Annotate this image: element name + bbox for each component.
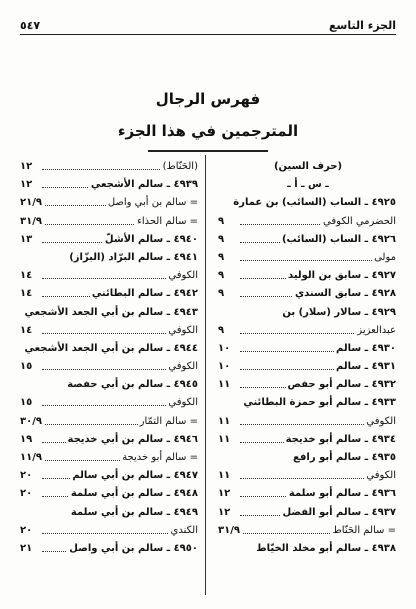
entry-page-number: ١٥ <box>20 394 34 412</box>
index-entry <box>20 485 198 503</box>
entry-name: ٤٩٣٧ ـ سالم أبو الفضل <box>282 506 396 518</box>
entry-name: عبدالعزيز <box>357 324 396 336</box>
entry-name: ٤٩٣٣ ـ سالم أبو حمزة البطائني <box>243 397 396 409</box>
entry-name: ٤٩٣٩ ـ سالم الأشجعي <box>90 179 198 191</box>
entry-page-number: ١٢ <box>20 176 34 194</box>
index-entry <box>20 413 198 431</box>
index-entry <box>20 540 198 558</box>
entry-name: (حرف السين) <box>273 161 343 172</box>
index-entry <box>218 504 396 522</box>
entry-page-number: ٩ <box>218 249 226 267</box>
index-entry <box>20 358 198 376</box>
index-title: فهرس الرجال <box>155 90 261 108</box>
index-entry <box>218 358 396 376</box>
entry-name: الكندي <box>170 524 198 536</box>
index-entry <box>218 376 396 394</box>
index-entry <box>20 340 198 358</box>
index-entry <box>20 249 198 267</box>
index-entry <box>20 467 198 485</box>
entry-name: ٤٩٤٠ ـ سالم الأشلّ <box>104 233 198 245</box>
index-entry <box>218 413 396 431</box>
entry-page-number: ٢١ <box>20 540 34 558</box>
index-entry <box>20 267 198 285</box>
entry-page-number: ٩ <box>218 285 226 303</box>
index-entry <box>218 322 396 340</box>
entry-name: ٤٩٣٢ ـ سالم أبو حفص <box>287 379 396 391</box>
left-column <box>20 158 198 558</box>
index-entry <box>20 376 198 394</box>
entry-name: الكوفي <box>366 415 396 427</box>
index-entry <box>20 304 198 322</box>
entry-name: الكوفي <box>168 270 198 282</box>
index-entry <box>20 285 198 303</box>
entry-name: ٤٩٢٨ ـ سابق السندي <box>294 288 396 300</box>
index-entry <box>218 231 396 249</box>
entry-name: ـ س ـ أ ـ <box>287 179 329 191</box>
entry-page-number: ١٤ <box>20 285 34 303</box>
running-title: الجزء التاسع <box>329 19 396 32</box>
entry-name: ٤٩٣٥ ـ سالم أبو رافع <box>293 452 396 463</box>
entry-page-number: ٩ <box>218 322 226 340</box>
running-header <box>20 10 396 35</box>
index-entry <box>218 158 396 176</box>
entry-page-number: ١٤ <box>20 267 34 285</box>
entry-name: ٤٩٤٦ ـ سالم بن أبي خديجة <box>67 433 198 445</box>
entry-name: ٤٩٣٤ ـ سالم أبو خديجة <box>285 433 396 445</box>
entry-name: ٤٩٤٩ ـ سالم بن أبي سلمة <box>70 506 198 518</box>
entry-name: ٤٩٤١ ـ سالم البرّاد (البزّاز) <box>69 251 198 263</box>
index-subtitle: المترجمين في هذا الجزء <box>117 122 299 140</box>
entry-page-number: ١١ <box>218 376 232 394</box>
index-entry <box>20 522 198 540</box>
entry-page-number: ١١ <box>218 431 232 449</box>
index-entry <box>20 394 198 412</box>
entry-page-number: ٣١/٩ <box>218 522 242 540</box>
entry-name: ٤٩٢٥ ـ الساب (السائب) بن عمارة <box>233 197 396 209</box>
entry-name: = سالم التمّار <box>139 415 198 427</box>
entry-page-number: ١٠ <box>218 358 232 376</box>
index-entry <box>218 340 396 358</box>
entry-name: ٤٩٥٠ ـ سالم بن أبي واصل <box>69 542 198 554</box>
index-entry <box>20 158 198 176</box>
index-entry <box>218 249 396 267</box>
index-entry <box>218 285 396 303</box>
index-entry <box>218 267 396 285</box>
entry-page-number: ٩ <box>218 213 226 231</box>
entry-page-number: ٩ <box>218 267 226 285</box>
entry-name: ٤٩٢٦ ـ الساب (السائب) <box>281 233 396 245</box>
index-entry <box>20 504 198 522</box>
page-number: ٥٤٧ <box>20 19 41 32</box>
right-column <box>218 158 396 558</box>
entry-page-number: ٢٠ <box>20 485 34 503</box>
entry-name: الحضرمي الكوفي <box>323 215 396 227</box>
entry-name: الكوفي <box>168 324 198 336</box>
index-entry <box>20 176 198 194</box>
entry-page-number: ١١ <box>218 413 232 431</box>
index-entry <box>20 194 198 212</box>
entry-page-number: ١١ <box>218 467 232 485</box>
index-entry <box>218 176 396 194</box>
entry-name: ٤٩٣٦ ـ سالم أبو سلمة <box>288 488 396 500</box>
index-entry <box>20 231 198 249</box>
entry-page-number: ١١/٩ <box>20 449 44 467</box>
entry-name: مولى <box>374 251 396 263</box>
entry-page-number: ١٣ <box>20 231 34 249</box>
entry-name: ٤٩٢٧ ـ سابق بن الوليد <box>288 270 396 282</box>
entry-name: ٤٩٣٨ ـ سالم أبو مخلد الخيّاط <box>256 542 396 554</box>
entry-page-number: ١٠ <box>218 340 232 358</box>
entry-name: ٤٩٤٧ ـ سالم بن أبي سالم <box>72 470 198 482</box>
entry-name: الكوفي <box>168 361 198 373</box>
entry-page-number: ٢١/٩ <box>20 194 44 212</box>
entry-name: ٤٩٣١ ـ سالم <box>336 361 396 373</box>
index-entry <box>20 449 198 467</box>
entry-name: (الحَنّاط) <box>162 161 198 172</box>
entry-name: = سالم الحَنّاط <box>332 524 396 536</box>
entry-name: ٤٩٤٨ ـ سالم بن أبي سلمة <box>70 488 198 500</box>
index-entry <box>218 213 396 231</box>
entry-page-number: ٣١/٩ <box>20 213 44 231</box>
entry-name: = سالم أبو خديجة <box>122 452 198 463</box>
index-entry <box>218 467 396 485</box>
entry-page-number: ٣٠/٩ <box>20 413 44 431</box>
entry-name: الكوفي <box>168 397 198 409</box>
entry-name: ٤٩٤٣ ـ سالم بن أبي الجعد الأشجعي <box>24 306 198 318</box>
index-entry <box>20 322 198 340</box>
index-entry <box>20 213 198 231</box>
entry-name: ٤٩٢٩ ـ سالار (سلار) بن <box>282 306 396 318</box>
entry-page-number: ١٥ <box>20 358 34 376</box>
entry-page-number: ٢٠ <box>20 467 34 485</box>
entry-page-number: ١٩ <box>20 431 34 449</box>
index-entry <box>218 540 396 558</box>
index-entry <box>20 431 198 449</box>
index-entry <box>218 431 396 449</box>
entry-page-number: ٢٠ <box>20 522 34 540</box>
index-titles <box>0 90 416 140</box>
entry-name: ٤٩٤٢ ـ سالم البطائني <box>91 288 198 300</box>
entry-name: ٤٩٤٤ ـ سالم بن أبي الجعد الأشجعي <box>24 342 198 354</box>
entry-name: الكوفي <box>366 470 396 482</box>
title-rule <box>148 150 268 152</box>
entry-page-number: ٩ <box>218 231 226 249</box>
index-entry <box>218 194 396 212</box>
index-entry <box>218 394 396 412</box>
entry-name: = سالم الحذاء <box>137 215 198 227</box>
entry-page-number: ١٢ <box>20 158 34 176</box>
index-entry <box>218 304 396 322</box>
index-entry <box>218 449 396 467</box>
entry-name: ٤٩٣٠ ـ سالم <box>336 342 396 354</box>
index-entry <box>218 522 396 540</box>
column-divider <box>205 155 206 595</box>
entry-page-number: ١٢ <box>218 504 232 522</box>
entry-name: ٤٩٤٥ ـ سالم بن أبي حفصة <box>67 379 198 391</box>
entry-page-number: ١٤ <box>20 322 34 340</box>
entry-page-number: ١٢ <box>218 485 232 503</box>
entry-name: = سالم بن أبي واصل <box>107 197 198 209</box>
index-entry <box>218 485 396 503</box>
